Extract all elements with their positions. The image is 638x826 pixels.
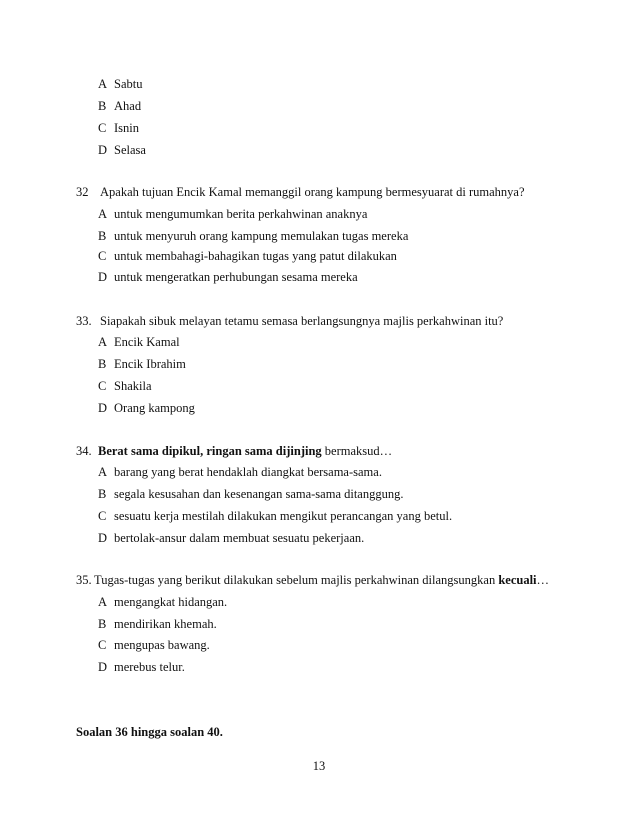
q34-option-b: B segala kesusahan dan kesenangan sama-sama ditanggung.	[98, 487, 404, 501]
q33-option-d: D Orang kampong	[98, 401, 195, 415]
prev-option-c: C Isnin	[98, 121, 139, 135]
prev-option-b: B Ahad	[98, 99, 142, 113]
q35-option-a: A mengangkat hidangan.	[98, 595, 228, 609]
q35-option-d: D merebus telur.	[98, 660, 185, 674]
question-34: 34. Berat sama dipikul, ringan sama dijinjing bermaksud…	[76, 444, 393, 458]
q33-option-b: B Encik Ibrahim	[98, 357, 186, 371]
q33-option-c: C Shakila	[98, 379, 152, 393]
except-keyword: kecuali	[498, 573, 537, 587]
q32-option-b: B untuk menyuruh orang kampung memulakan tugas mereka	[98, 229, 409, 243]
q34-option-c: C sesuatu kerja mestilah dilakukan mengikut perancangan yang betul.	[98, 509, 453, 523]
question-33: 33. Siapakah sibuk melayan tetamu semasa berlangsungnya majlis perkahwinan itu?	[76, 314, 504, 328]
q32-option-c: C untuk membahagi-bahagikan tugas yang patut dilakukan	[98, 249, 397, 263]
page-number: 13	[312, 759, 326, 773]
q32-option-d: D untuk mengeratkan perhubungan sesama mereka	[98, 270, 358, 284]
section-heading: Soalan 36 hingga soalan 40.	[76, 725, 223, 739]
question-35: 35. Tugas-tugas yang berikut dilakukan sebelum majlis perkahwinan dilangsungkan kecuali…	[76, 573, 550, 587]
prev-option-a: A Sabtu	[98, 77, 143, 91]
proverb-text: Berat sama dipikul, ringan sama dijinjing	[98, 444, 322, 458]
q35-option-c: C mengupas bawang.	[98, 638, 210, 652]
q33-option-a: A Encik Kamal	[98, 335, 180, 349]
prev-option-d: D Selasa	[98, 143, 146, 157]
q34-option-a: A barang yang berat hendaklah diangkat bersama-sama.	[98, 465, 382, 479]
q32-option-a: A untuk mengumumkan berita perkahwinan anaknya	[98, 207, 368, 221]
q34-option-d: D bertolak-ansur dalam membuat sesuatu pekerjaan.	[98, 531, 365, 545]
question-32: 32 Apakah tujuan Encik Kamal memanggil orang kampung bermesyuarat di rumahnya?	[76, 185, 525, 199]
q35-option-b: B mendirikan khemah.	[98, 617, 217, 631]
